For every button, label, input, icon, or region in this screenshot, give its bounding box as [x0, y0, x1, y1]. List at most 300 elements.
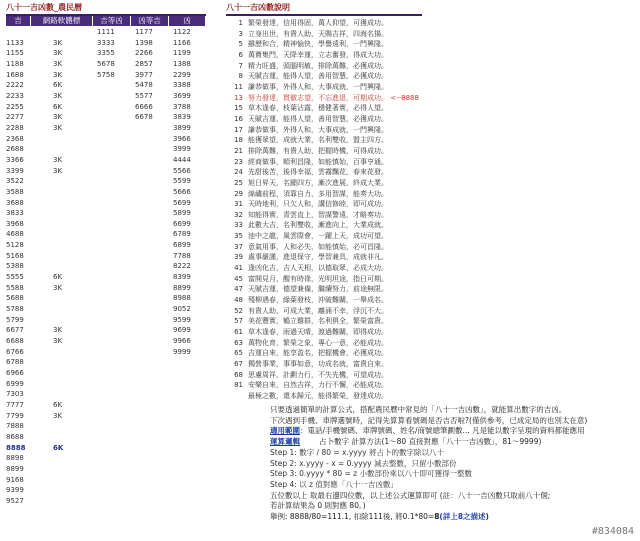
- table-cell: 6899: [173, 241, 191, 250]
- table-cell: 2222: [6, 81, 24, 90]
- table-cell: [93, 208, 131, 219]
- list-item-text: 知能得實，青雲直上，智謀警遠，才略奏功。: [248, 210, 388, 219]
- table-cell: [31, 134, 93, 145]
- list-item-number: 65: [234, 349, 243, 358]
- list-item-number: 68: [234, 370, 243, 379]
- list-item-text: 精力旺盛，頭腦明敏，排除萬難，必獲成功。: [248, 61, 388, 70]
- table-cell: 5478: [135, 81, 153, 90]
- table-cell: [131, 261, 169, 272]
- table-cell: [31, 187, 93, 198]
- list-item-number: 16: [234, 114, 243, 123]
- list-item: [226, 380, 486, 391]
- table-cell: 1111: [97, 28, 115, 36]
- table-cell: 5577: [135, 91, 153, 100]
- table-cell: 8688: [6, 432, 24, 441]
- table-cell: 9052: [173, 305, 191, 314]
- table-cell: [93, 229, 131, 240]
- table-cell: 6K: [53, 443, 64, 452]
- table-row: [6, 80, 206, 91]
- table-cell: 5566: [173, 166, 191, 175]
- list-item-text: 處事嚴謹，進退保守，學智兼具，成就非凡。: [248, 253, 388, 262]
- list-item: [226, 71, 486, 82]
- table-cell: [93, 240, 131, 251]
- table-cell: [131, 357, 169, 368]
- table-row: [6, 411, 206, 422]
- table-cell: 2288: [6, 123, 24, 132]
- table-row: [6, 134, 206, 145]
- list-item-text: 先甜後苦，後得幸福，雲霧飄花，春來花發。: [248, 168, 388, 177]
- list-item-text: 努力發達，貫徹志望，不忘進退，可期成功。 <--8888: [248, 93, 419, 102]
- table-cell: [31, 304, 93, 315]
- table-row: [6, 421, 206, 432]
- table-cell: 3899: [173, 123, 191, 132]
- list-item: [226, 263, 486, 274]
- table-row: [6, 315, 206, 326]
- table-cell: [31, 368, 93, 379]
- table-cell: 3699: [173, 91, 191, 100]
- list-item-number: 48: [234, 296, 243, 305]
- table-row: [6, 251, 206, 262]
- table-cell: 6789: [173, 230, 191, 239]
- table-cell: [93, 347, 131, 358]
- list-item-number: 81: [234, 381, 243, 390]
- table-cell: [131, 166, 169, 177]
- table-cell: [6, 27, 31, 38]
- list-item-number: 67: [234, 360, 243, 368]
- table-cell: [31, 432, 93, 443]
- table-cell: 8399: [173, 273, 191, 282]
- right-panel-title: 八十一吉凶數說明: [226, 3, 290, 12]
- table-cell: [131, 293, 169, 304]
- list-item-text: 雖歷和合，精神愉快，學譽遠利，一門興隆。: [248, 40, 388, 49]
- list-item-text: 天賦吉運，德望兼備，繼續努力，前途無限。: [248, 285, 388, 294]
- table-cell: [131, 475, 169, 486]
- logic-text: 占卜數字 計算方法(1～80 直接對應「八十一吉凶數」，81～9999): [319, 437, 542, 447]
- table-cell: 7888: [6, 422, 24, 431]
- table-cell: [131, 176, 169, 187]
- table-row: [6, 283, 206, 294]
- table-cell: 3833: [6, 209, 24, 218]
- list-item-text: 天賦吉運，能得人望，善用智慧，必獲成功。: [248, 72, 388, 81]
- table-cell: 3K: [53, 113, 63, 122]
- table-cell: 2255: [6, 102, 24, 111]
- list-item: [226, 231, 486, 242]
- table-cell: [93, 112, 131, 123]
- table-cell: [93, 198, 131, 209]
- list-item: [226, 189, 486, 200]
- list-item-text: 有貴人助，可成大業，離涌不幸，浮沉不大。: [248, 306, 388, 315]
- table-cell: [131, 315, 169, 326]
- table-cell: 2688: [6, 145, 24, 154]
- table-cell: 6K: [53, 81, 63, 90]
- table-cell: 3K: [53, 38, 63, 47]
- table-cell: 5758: [97, 70, 115, 79]
- table-row: [6, 240, 206, 251]
- list-item-text: 殘柳遇春，綠葉發枝，沖破難關，一舉成名。: [248, 296, 388, 305]
- table-cell: [169, 357, 206, 368]
- table-cell: 1199: [173, 49, 191, 58]
- table-cell: [31, 347, 93, 358]
- table-cell: 3333: [97, 38, 115, 47]
- list-item: [226, 252, 486, 263]
- table-cell: [131, 389, 169, 400]
- table-cell: [169, 411, 206, 422]
- table-cell: [31, 219, 93, 230]
- list-item-number: 13: [234, 93, 243, 102]
- table-row: [6, 336, 206, 347]
- table-row: [6, 432, 206, 443]
- header-software: 網路軟體標: [31, 16, 93, 26]
- list-item-number: 21: [234, 146, 243, 155]
- list-item-text: 思慮周祥，計劃力行，不失先機，可望成功。: [248, 370, 388, 379]
- table-cell: [131, 336, 169, 347]
- table-cell: 3388: [173, 81, 191, 90]
- list-item: [226, 135, 486, 146]
- list-item-number: 52: [234, 306, 243, 315]
- table-cell: 3K: [53, 70, 63, 79]
- table-cell: 2266: [135, 49, 153, 58]
- table-cell: [93, 432, 131, 443]
- table-cell: [169, 443, 206, 454]
- table-cell: [93, 166, 131, 177]
- logic-link[interactable]: 運算邏輯: [270, 437, 300, 447]
- table-cell: 3K: [53, 123, 63, 132]
- table-row: [6, 485, 206, 496]
- list-item-text: 安樂自來，自然吉祥，力行不懈，必能成功。: [248, 381, 388, 390]
- list-item-number: 3: [238, 29, 243, 38]
- table-cell: [131, 123, 169, 134]
- list-item-text: 謙恭做事，外得人和，大事成就，一門興隆。: [248, 125, 388, 134]
- table-cell: [131, 198, 169, 209]
- header-bad-to-lucky: 凶等吉: [131, 16, 169, 26]
- table-cell: 9399: [6, 486, 24, 495]
- list-item-number: 61: [234, 328, 243, 337]
- table-cell: [93, 315, 131, 326]
- step-4: Step 4: 以 z 值對應「八十一吉凶數」: [270, 479, 398, 489]
- table-cell: [131, 155, 169, 166]
- table-cell: [131, 368, 169, 379]
- table-cell: 5699: [173, 198, 191, 207]
- table-cell: [93, 261, 131, 272]
- table-cell: [131, 421, 169, 432]
- list-item-number: 1: [238, 19, 243, 27]
- example-line: [270, 512, 636, 523]
- table-row: [6, 59, 206, 70]
- list-item-text: 旭日昇天，名顯四方，漸次進展，終成大業。: [248, 178, 388, 187]
- table-cell: 5168: [6, 251, 24, 260]
- table-cell: [131, 443, 169, 454]
- table-cell: [31, 379, 93, 390]
- table-cell: 1133: [6, 38, 24, 47]
- table-cell: [31, 176, 93, 187]
- list-item: [226, 178, 486, 189]
- table-row: [6, 400, 206, 411]
- table-cell: 5788: [6, 305, 24, 314]
- table-cell: [131, 453, 169, 464]
- table-cell: 8988: [173, 294, 191, 303]
- table-cell: 3588: [6, 187, 24, 196]
- table-cell: [131, 229, 169, 240]
- table-cell: [131, 485, 169, 496]
- list-item-number: 45: [234, 274, 243, 283]
- table-row: [6, 70, 206, 81]
- table-cell: 7799: [6, 411, 24, 420]
- list-item-number: 24: [234, 168, 243, 177]
- header-lucky-to-bad: 吉等凶: [93, 16, 131, 26]
- list-item-number: 17: [234, 125, 243, 134]
- table-cell: [93, 443, 131, 454]
- right-title-underline: [226, 14, 422, 16]
- table-cell: [93, 251, 131, 262]
- table-cell: 3355: [97, 49, 115, 58]
- table-cell: [31, 261, 93, 272]
- list-item-number: 23: [234, 157, 243, 166]
- list-item: [226, 359, 486, 370]
- table-cell: 3788: [173, 102, 191, 111]
- list-item: [226, 306, 486, 317]
- table-row: [6, 38, 206, 49]
- list-item: [226, 157, 486, 168]
- table-cell: 8899: [173, 283, 191, 292]
- list-item-number: 32: [234, 210, 243, 219]
- table-cell: [93, 357, 131, 368]
- list-item: [226, 242, 486, 253]
- list-item-number: 41: [234, 264, 243, 273]
- list-item-number: 35: [234, 232, 243, 241]
- table-row: [6, 27, 206, 38]
- table-cell: [169, 496, 206, 507]
- table-cell: 3999: [173, 145, 191, 154]
- table-cell: 9999: [173, 347, 191, 356]
- table-cell: 5666: [173, 187, 191, 196]
- table-cell: 4444: [173, 155, 191, 164]
- list-item-number: 6: [238, 50, 243, 59]
- table-cell: [93, 379, 131, 390]
- list-item-number: 15: [234, 104, 243, 113]
- table-cell: 6K: [53, 400, 63, 409]
- list-item-number: 11: [234, 82, 243, 91]
- table-cell: [93, 336, 131, 347]
- table-cell: [131, 134, 169, 145]
- table-row: [6, 48, 206, 59]
- table-cell: [31, 229, 93, 240]
- list-item: [226, 103, 486, 114]
- table-cell: 1188: [6, 59, 24, 68]
- table-cell: 5599: [173, 177, 191, 186]
- table-cell: [93, 464, 131, 475]
- table-row: [6, 464, 206, 475]
- list-item: [226, 61, 486, 72]
- table-cell: 6K: [53, 102, 63, 111]
- table-cell: [169, 421, 206, 432]
- table-cell: [31, 208, 93, 219]
- list-item-text: 萬物化育，繁榮之象，專心一意，必能成功。: [248, 338, 388, 347]
- table-cell: [93, 219, 131, 230]
- intro-line: 只要透過簡單的計算公式，搭配農民曆中常見的「八十一吉凶數」，就能算出數字的吉凶。: [270, 405, 567, 414]
- table-cell: 3K: [53, 155, 63, 164]
- table-cell: [93, 134, 131, 145]
- list-item: [226, 125, 486, 136]
- list-item: [226, 327, 486, 338]
- table-cell: 9168: [6, 475, 24, 484]
- table-cell: [131, 304, 169, 315]
- list-item-text: 能獲眾望，成就大業，名利雙收，盟主四方。: [248, 136, 388, 145]
- scope-link[interactable]: 適用範圍: [270, 426, 300, 436]
- list-item-text: 意氣用事，人和必失，如能慎始，必可昌隆。: [248, 242, 388, 251]
- list-item-text: 草木逢春，雨過天晴，渡過難關，即得成功。: [248, 328, 388, 337]
- table-cell: [93, 187, 131, 198]
- table-cell: [93, 102, 131, 113]
- table-cell: [169, 485, 206, 496]
- table-row: [6, 229, 206, 240]
- table-cell: [93, 475, 131, 486]
- table-cell: 3K: [53, 283, 63, 292]
- table-cell: [131, 219, 169, 230]
- list-item-number: 31: [234, 200, 243, 209]
- table-row: [6, 144, 206, 155]
- table-cell: [93, 421, 131, 432]
- table-cell: 6999: [6, 379, 24, 388]
- example-result: 8: [434, 512, 440, 522]
- left-table-title: 八十一吉凶數_農民曆: [6, 3, 82, 12]
- table-cell: 1398: [135, 38, 153, 47]
- table-row: [6, 176, 206, 187]
- table-row: [6, 389, 206, 400]
- table-row: [6, 379, 206, 390]
- table-cell: 9599: [173, 315, 191, 324]
- list-item-text: 池中之龍，風雲際會，一躍上天，成功可望。: [248, 232, 388, 241]
- list-item-text: 吉運自來，能享盈名，把握機會，必獲成功。: [248, 349, 388, 358]
- table-cell: [93, 144, 131, 155]
- table-cell: [31, 485, 93, 496]
- table-cell: [131, 432, 169, 443]
- left-table-body: [6, 27, 206, 507]
- table-cell: [131, 272, 169, 283]
- list-item-text: 草木逢春，枝葉沾露，穩健著實，必得人望。: [248, 104, 388, 113]
- table-cell: [93, 485, 131, 496]
- step-3: Step 3: 0.yyyy * 80 = z 小數部份乘以八十即可獲得一整數: [270, 469, 472, 479]
- table-cell: [93, 400, 131, 411]
- table-cell: [31, 421, 93, 432]
- table-cell: [93, 368, 131, 379]
- list-item-number: 18: [234, 136, 243, 145]
- list-item: [226, 146, 486, 157]
- table-cell: 8898: [6, 454, 24, 463]
- table-cell: 6666: [135, 102, 153, 111]
- table-cell: 6678: [135, 113, 153, 122]
- list-item-number: 7: [238, 61, 243, 70]
- table-cell: [93, 155, 131, 166]
- table-cell: 1177: [135, 28, 153, 36]
- usage-note: 下次遇到手機、車牌選號時，記得先算算看號碼是否吉否啦?(僅供參考，已成定局的也別太在意): [270, 415, 588, 425]
- table-cell: 5588: [6, 283, 24, 292]
- table-cell: 8888: [6, 443, 26, 452]
- list-item-number: 39: [234, 253, 243, 262]
- explanation-list: [226, 18, 486, 402]
- table-cell: 3K: [53, 411, 63, 420]
- table-row: [6, 293, 206, 304]
- table-row: [6, 443, 206, 454]
- table-cell: [93, 123, 131, 134]
- left-table-header: [6, 16, 206, 26]
- list-item: [226, 167, 486, 178]
- table-cell: [131, 464, 169, 475]
- step-1: Step 1: 數字 / 80 = x.yyyy 將占卜的數字除以八十: [270, 447, 444, 457]
- list-item-text: 繁榮發達，信用得固，萬人仰望，可獲成功。: [248, 19, 388, 27]
- table-cell: [131, 496, 169, 507]
- table-cell: 2233: [6, 91, 24, 100]
- table-row: [6, 325, 206, 336]
- table-cell: [169, 379, 206, 390]
- table-cell: [131, 144, 169, 155]
- table-row: [6, 219, 206, 230]
- table-cell: [169, 400, 206, 411]
- table-cell: [131, 347, 169, 358]
- list-item-text: 經商做事，順利昌隆，如能慎始，百事亨通。: [248, 157, 388, 166]
- list-item-text: 萬寶集門，天降幸運，立志奮發，得成大功。: [248, 50, 388, 59]
- table-cell: [131, 379, 169, 390]
- table-cell: 3977: [135, 70, 153, 79]
- list-item-text: 立身出世，有貴人助，天賜吉祥，四海名揚。: [248, 29, 388, 38]
- list-item: [226, 370, 486, 381]
- table-cell: [131, 187, 169, 198]
- table-cell: [31, 315, 93, 326]
- table-row: [6, 208, 206, 219]
- table-row: [6, 155, 206, 166]
- table-cell: [131, 400, 169, 411]
- table-cell: 3K: [53, 91, 63, 100]
- table-row: [6, 453, 206, 464]
- table-cell: 6K: [53, 273, 63, 282]
- table-row: [6, 198, 206, 209]
- list-item-text: 天賦吉運，能得人望，善用智慧，必獲成功。: [248, 114, 388, 123]
- table-cell: 9966: [173, 337, 191, 346]
- table-cell: 6788: [6, 358, 24, 367]
- table-cell: [169, 389, 206, 400]
- list-item: [226, 29, 486, 40]
- table-cell: 5388: [6, 262, 24, 271]
- table-cell: 6966: [6, 369, 24, 377]
- logic-line: [270, 437, 636, 448]
- list-item: [226, 114, 486, 125]
- table-cell: [93, 283, 131, 294]
- example-prefix: 舉例: 8888/80=111.1, 扣除111後, 將0.1*80=: [270, 512, 435, 522]
- table-cell: 3839: [173, 113, 191, 122]
- table-cell: [93, 411, 131, 422]
- list-item: [226, 284, 486, 295]
- scope-line: [270, 426, 636, 437]
- list-item-text: 此數大吉，名利雙收，漸進向上，大業成就。: [248, 221, 388, 230]
- table-cell: 5899: [173, 209, 191, 218]
- table-cell: 3366: [6, 155, 24, 164]
- header-bad: 凶: [169, 16, 206, 26]
- list-item-text: 富開見月，醒有時祿，光明坦途，指日可期。: [248, 274, 388, 283]
- table-cell: 2857: [135, 59, 153, 68]
- table-row: [6, 187, 206, 198]
- list-item-number: 8: [238, 72, 243, 81]
- five-digit-note: 五位數以上 取最右邊四位數，以上述公式運算即可 (註：八十一吉凶數只取前八十個;: [270, 490, 551, 500]
- table-cell: 3399: [6, 166, 24, 175]
- list-item: [226, 338, 486, 349]
- list-item-number: 47: [234, 285, 243, 294]
- list-item-text: 排除萬難，有貴人助，把握時機，可得成功。: [248, 146, 388, 155]
- list-item: [226, 210, 486, 221]
- table-cell: [31, 496, 93, 507]
- table-row: [6, 112, 206, 123]
- table-cell: [93, 389, 131, 400]
- table-row: [6, 368, 206, 379]
- table-cell: 3K: [53, 326, 63, 335]
